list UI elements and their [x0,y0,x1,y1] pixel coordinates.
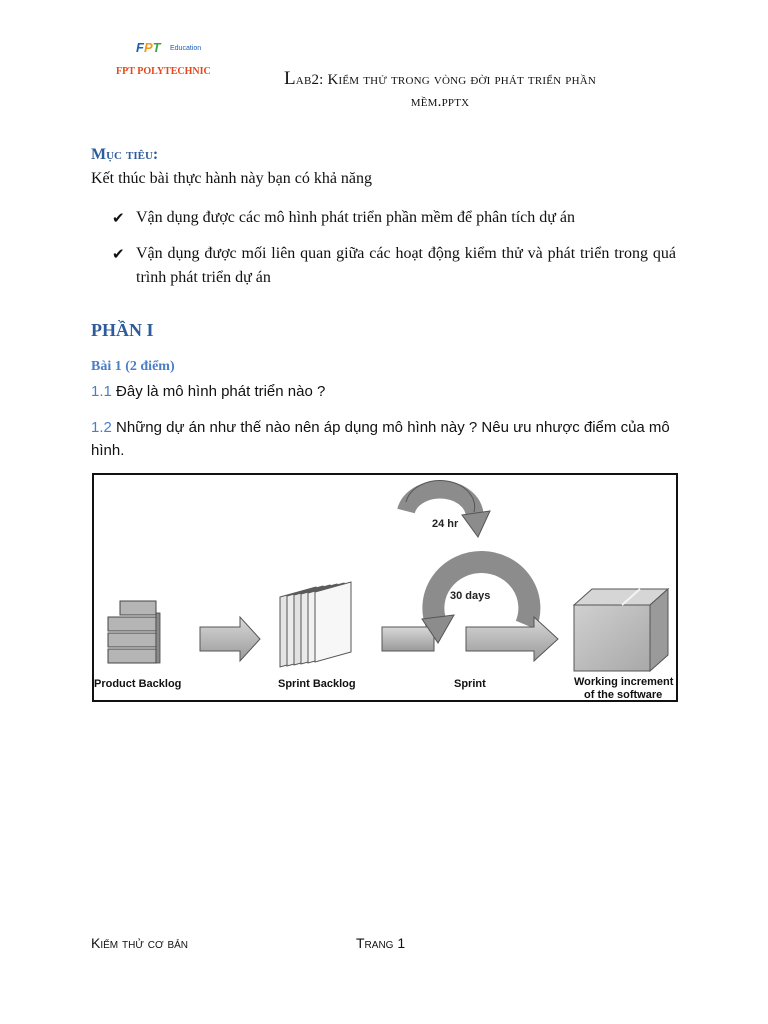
education-label: Education [170,45,202,52]
working-increment-box-icon [574,589,668,671]
hr24-label: 24 hr [432,518,459,530]
arrow-right-icon [382,627,434,651]
product-backlog-icon [108,601,160,663]
list-item: ✔ Vận dụng được các mô hình phát triển phần mềm để phân tích dự án [112,206,676,230]
list-item: ✔ Vận dụng được mối liên quan giữa các hoạt động kiểm thử và phát triển trong quá trình phát triển dự án [112,242,676,290]
question-1-2: 1.2 Những dự án như thế nào nên áp dụng mô hình này ? Nêu ưu nhược điểm của mô hình. [91,419,670,459]
part-heading: PHẦN I [91,320,154,340]
scrum-diagram [92,473,678,702]
checkmark-icon: ✔ [112,209,125,227]
arrow-right-icon [466,617,558,661]
objectives-heading: Mục tiêu: [91,146,159,163]
days30-label: 30 days [450,590,491,602]
question-1-1: 1.1 Đây là mô hình phát triển nào ? [91,383,326,400]
product-backlog-label: Product Backlog [94,678,182,690]
exercise-heading: Bài 1 (2 điểm) [91,359,175,374]
sprint-backlog-label: Sprint Backlog [278,678,356,690]
footer-page-number: Trang 1 [356,935,406,951]
working-increment-label: Working increment [574,676,674,688]
arrow-right-icon [200,617,260,661]
objectives-list [112,206,676,302]
fpt-wordmark: FPT [136,40,161,55]
footer-course-name: Kiểm thử cơ bản [91,935,189,951]
of-the-software-label: of the software [584,689,663,700]
sprint-backlog-icon [280,582,351,667]
sprint-label: Sprint [454,678,486,690]
polytechnic-label: FPT POLYTECHNIC [116,66,211,77]
document-title: Lab2: Kiểm thử trong vòng đời phát triển phần mềm.pptx [283,68,597,110]
objectives-intro: Kết thúc bài thực hành này bạn có khả năng [91,170,373,187]
checkmark-icon: ✔ [112,245,125,263]
